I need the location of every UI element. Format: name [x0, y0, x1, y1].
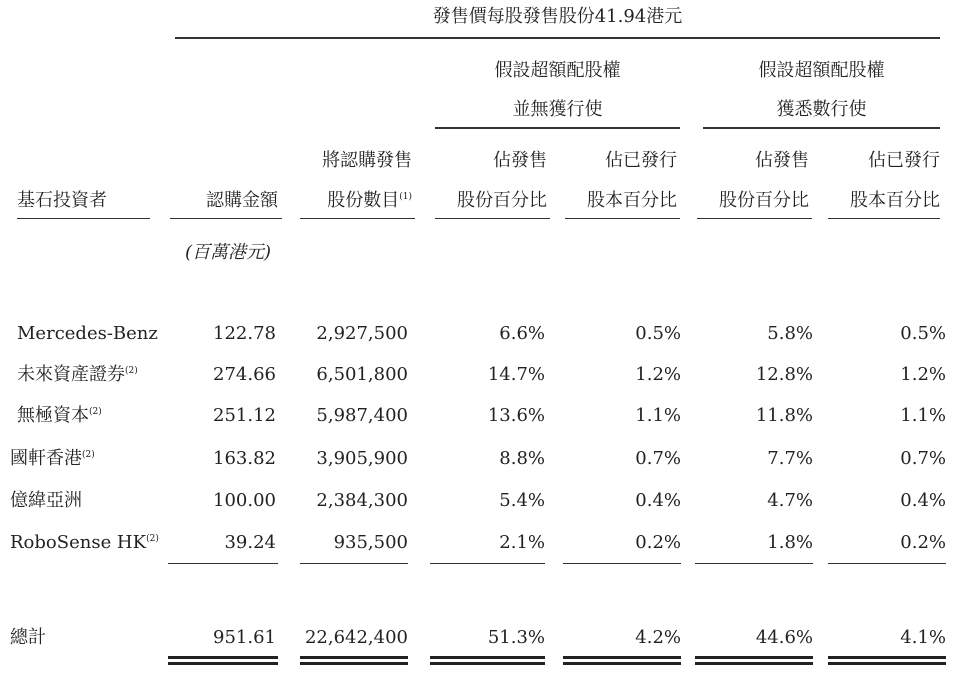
col-p2-line1: 佔已發行: [605, 150, 677, 171]
total-double-rule-p4-a: [828, 656, 946, 659]
total-double-rule-amount-b: [168, 662, 278, 665]
col-shares-line2: 股份數目$^{(1)}$: [327, 190, 412, 211]
group1-line2: 並無獲行使: [512, 99, 603, 120]
cell-p2: 0.4%: [635, 490, 681, 511]
col-p4-line2: 股本百分比: [850, 190, 940, 211]
cell-p4: 0.5%: [900, 323, 946, 344]
cell-shares: 6,501,800: [316, 364, 408, 385]
cell-p3: 1.8%: [767, 532, 813, 553]
subtotal-rule-shares: [300, 563, 408, 564]
cell-amount: 274.66: [213, 364, 276, 385]
cell-shares: 2,384,300: [316, 490, 408, 511]
total-double-rule-p1-a: [430, 656, 545, 659]
cell-p2: 0.2%: [635, 532, 681, 553]
cell-p3: 7.7%: [767, 448, 813, 469]
col-p3-rule: [697, 218, 812, 219]
total-double-rule-amount-a: [168, 656, 278, 659]
cell-p2: 0.7%: [635, 448, 681, 469]
cell-amount: 39.24: [224, 532, 276, 553]
total-p4: 4.1%: [900, 627, 946, 648]
subtotal-rule-p4: [828, 563, 946, 564]
cell-p1: 6.6%: [499, 323, 545, 344]
cell-shares: 3,905,900: [316, 448, 408, 469]
subtotal-rule-p2: [563, 563, 681, 564]
cell-shares: 2,927,500: [316, 323, 408, 344]
col-p1-line2: 股份百分比: [457, 190, 547, 211]
total-double-rule-p3-a: [695, 656, 813, 659]
cell-p1: 5.4%: [499, 490, 545, 511]
total-double-rule-p3-b: [695, 662, 813, 665]
col-p2-rule: [565, 218, 680, 219]
cell-p2: 1.2%: [635, 364, 681, 385]
cell-amount: 251.12: [213, 405, 276, 426]
cell-amount: 163.82: [213, 448, 276, 469]
group1-line1: 假設超額配股權: [494, 60, 621, 81]
group2-line1: 假設超額配股權: [758, 60, 885, 81]
total-label: 總計: [10, 627, 46, 648]
group1-rule: [435, 127, 680, 129]
total-double-rule-p2-a: [563, 656, 681, 659]
subtotal-rule-p3: [695, 563, 813, 564]
col-shares-rule: [300, 218, 415, 219]
cell-p1: 14.7%: [487, 364, 545, 385]
total-double-rule-p4-b: [828, 662, 946, 665]
cell-amount: 100.00: [213, 490, 276, 511]
col-amount: 認購金額: [206, 190, 278, 211]
cell-shares: 5,987,400: [316, 405, 408, 426]
total-double-rule-p1-b: [430, 662, 545, 665]
offer-price-header: 發售價每股發售股份41.94港元: [432, 6, 683, 27]
unit-label: (百萬港元): [185, 242, 272, 263]
group2-line2: 獲悉數行使: [776, 99, 867, 120]
col-p2-line2: 股本百分比: [587, 190, 677, 211]
total-p1: 51.3%: [487, 627, 545, 648]
cell-p3: 12.8%: [755, 364, 813, 385]
cell-p4: 0.4%: [900, 490, 946, 511]
total-amount: 951.61: [213, 627, 276, 648]
total-double-rule-p2-b: [563, 662, 681, 665]
total-double-rule-shares-b: [300, 662, 408, 665]
cell-amount: 122.78: [213, 323, 276, 344]
col-p3-line2: 股份百分比: [719, 190, 809, 211]
cell-p3: 11.8%: [755, 405, 813, 426]
col-amount-rule: [170, 218, 282, 219]
investor-name: 國軒香港$^{(2)}$: [10, 448, 95, 469]
cell-p1: 13.6%: [487, 405, 545, 426]
total-p2: 4.2%: [635, 627, 681, 648]
total-shares: 22,642,400: [304, 627, 408, 648]
investor-name: RoboSense HK$^{(2)}$: [10, 532, 159, 553]
col-p1-rule: [435, 218, 550, 219]
subtotal-rule-p1: [430, 563, 545, 564]
investor-name: 未來資產證券$^{(2)}$: [17, 364, 138, 385]
col-p4-line1: 佔已發行: [868, 150, 940, 171]
cell-p4: 0.2%: [900, 532, 946, 553]
cell-p3: 5.8%: [767, 323, 813, 344]
col-p4-rule: [828, 218, 940, 219]
group2-rule: [703, 127, 940, 129]
col-shares-line1: 將認購發售: [322, 150, 412, 171]
cell-p2: 1.1%: [635, 405, 681, 426]
cell-shares: 935,500: [333, 532, 408, 553]
col-investor: 基石投資者: [17, 190, 107, 211]
header-rule: [175, 37, 940, 39]
col-investor-rule: [17, 218, 150, 219]
investor-name: 億緯亞洲: [10, 490, 82, 511]
cell-p1: 8.8%: [499, 448, 545, 469]
cell-p4: 1.2%: [900, 364, 946, 385]
investor-name: Mercedes-Benz: [17, 323, 158, 344]
col-p1-line1: 佔發售: [493, 150, 547, 171]
cell-p4: 0.7%: [900, 448, 946, 469]
total-double-rule-shares-a: [300, 656, 408, 659]
cell-p4: 1.1%: [900, 405, 946, 426]
cell-p1: 2.1%: [499, 532, 545, 553]
cell-p3: 4.7%: [767, 490, 813, 511]
cell-p2: 0.5%: [635, 323, 681, 344]
col-p3-line1: 佔發售: [755, 150, 809, 171]
subtotal-rule-amount: [168, 563, 278, 564]
investor-name: 無極資本$^{(2)}$: [17, 405, 102, 426]
total-p3: 44.6%: [755, 627, 813, 648]
